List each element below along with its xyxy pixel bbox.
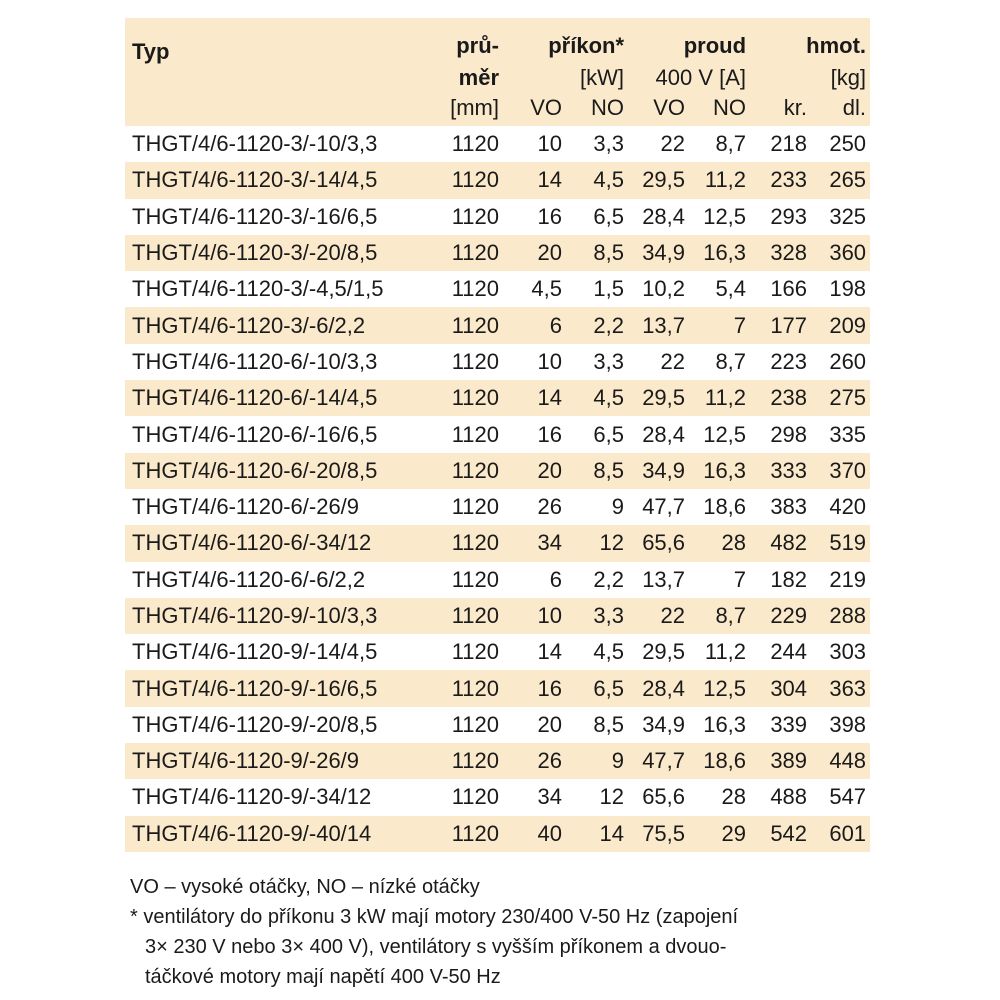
cell-weight-kr: 389 [750,743,811,779]
cell-weight-kr: 482 [750,525,811,561]
cell-diameter: 1120 [441,598,503,634]
cell-diameter: 1120 [451,348,499,374]
cell-weight-kr: 218 [770,131,808,157]
cell-power-no: 2,2 [593,566,625,592]
cell-type: THGT/4/6-1120-6/-14/4,5 [125,380,441,416]
cell-power-no: 12 [566,525,628,561]
header-prumer-2: měr [441,58,503,90]
cell-power-vo: 14 [503,162,566,198]
cell-diameter: 1120 [451,131,499,157]
cell-power-no: 4,5 [566,380,628,416]
cell-power-no: 9 [566,743,628,779]
cell-power-vo: 10 [537,348,562,374]
cell-weight-dl: 398 [829,711,867,737]
cell-diameter: 1120 [451,784,499,810]
cell-type: THGT/4/6-1120-3/-4,5/1,5 [132,276,384,302]
cell-current-no: 16,3 [689,235,750,271]
cell-power-no: 6,5 [566,670,628,706]
cell-weight-dl: 601 [811,816,870,852]
cell-weight-dl: 288 [811,598,870,634]
cell-power-vo: 6 [503,307,566,343]
cell-current-no: 7 [689,307,750,343]
notes-footnote-line-2: 3× 230 V nebo 3× 400 V), ventilátory s vyšším příkonem a dvouo- [145,936,727,958]
cell-type: THGT/4/6-1120-6/-10/3,3 [132,348,378,374]
cell-weight-dl: 519 [811,525,870,561]
cell-power-vo: 4,5 [531,276,562,302]
cell-current-no: 8,7 [715,131,747,157]
cell-power-no: 8,5 [593,711,625,737]
cell-diameter: 1120 [441,743,503,779]
cell-current-vo: 28,4 [642,203,686,229]
cell-current-no: 5,4 [715,276,747,302]
table-row [125,307,870,343]
header-prikon-vo: VO [503,90,566,126]
header-prikon: příkon* [503,18,628,58]
cell-weight-kr: 328 [750,235,811,271]
cell-power-no: 6,5 [593,203,625,229]
cell-current-no: 18,6 [703,494,747,520]
cell-power-vo: 6 [549,566,562,592]
notes-legend: VO – vysoké otáčky, NO – nízké otáčky [130,876,480,898]
cell-weight-kr: 298 [770,421,808,447]
cell-type: THGT/4/6-1120-3/-16/6,5 [132,203,378,229]
cell-current-vo: 22 [660,131,686,157]
table-row [125,162,870,198]
cell-weight-dl: 363 [811,670,870,706]
cell-power-vo: 20 [503,453,566,489]
cell-current-vo: 47,7 [642,494,686,520]
table-row [125,598,870,634]
header-hmot-dl: dl. [811,90,870,126]
cell-power-no: 2,2 [566,307,628,343]
cell-power-vo: 26 [537,494,562,520]
cell-current-vo: 75,5 [628,816,689,852]
cell-diameter: 1120 [451,566,499,592]
header-proud-no: NO [689,90,750,126]
cell-weight-kr: 339 [770,711,808,737]
cell-weight-kr: 229 [750,598,811,634]
cell-weight-dl: 219 [829,566,867,592]
cell-power-no: 14 [566,816,628,852]
cell-diameter: 1120 [441,235,503,271]
cell-diameter: 1120 [451,639,499,665]
table-row [125,271,870,307]
cell-weight-kr: 182 [770,566,808,592]
cell-power-no: 1,5 [593,276,625,302]
cell-current-no: 16,3 [703,711,747,737]
header-proud-unit: 400 V [A] [628,58,750,90]
cell-type: THGT/4/6-1120-9/-16/6,5 [125,670,441,706]
cell-current-vo: 47,7 [628,743,689,779]
table-row [125,816,870,852]
cell-power-no: 4,5 [566,162,628,198]
cell-diameter: 1120 [451,494,499,520]
cell-type: THGT/4/6-1120-9/-10/3,3 [125,598,441,634]
cell-current-no: 28 [689,525,750,561]
cell-current-no: 7 [733,566,747,592]
cell-power-no: 9 [611,494,625,520]
cell-diameter: 1120 [441,670,503,706]
table-body [125,126,870,852]
cell-power-vo: 16 [537,203,562,229]
table-row [125,235,870,271]
cell-power-no: 3,3 [593,131,625,157]
fan-spec-table-container [125,18,870,852]
cell-weight-dl: 265 [811,162,870,198]
cell-diameter: 1120 [441,307,503,343]
cell-power-vo: 10 [503,598,566,634]
cell-power-vo: 40 [503,816,566,852]
cell-type: THGT/4/6-1120-6/-16/6,5 [132,421,378,447]
cell-diameter: 1120 [451,276,499,302]
cell-power-no: 12 [599,784,625,810]
header-prumer-unit: [mm] [441,90,503,126]
cell-type: THGT/4/6-1120-6/-26/9 [132,494,360,520]
cell-type: THGT/4/6-1120-9/-40/14 [125,816,441,852]
cell-weight-dl: 370 [811,453,870,489]
table-row [125,380,870,416]
table-header [125,18,870,126]
header-proud-vo: VO [628,90,689,126]
cell-type: THGT/4/6-1120-3/-20/8,5 [125,235,441,271]
cell-current-vo: 34,9 [628,453,689,489]
cell-weight-kr: 233 [750,162,811,198]
cell-current-no: 18,6 [689,743,750,779]
cell-current-vo: 29,5 [642,639,686,665]
notes [130,872,890,992]
cell-type: THGT/4/6-1120-6/-6/2,2 [132,566,366,592]
cell-type: THGT/4/6-1120-9/-34/12 [132,784,372,810]
cell-type: THGT/4/6-1120-3/-14/4,5 [125,162,441,198]
cell-current-no: 28 [721,784,747,810]
cell-diameter: 1120 [441,380,503,416]
table-row [125,453,870,489]
cell-current-vo: 13,7 [628,307,689,343]
cell-diameter: 1120 [451,203,499,229]
cell-current-no: 12,5 [703,203,747,229]
table-row [125,525,870,561]
table-row [125,416,870,452]
cell-type: THGT/4/6-1120-9/-26/9 [125,743,441,779]
table-row [125,126,870,162]
cell-power-vo: 16 [503,670,566,706]
header-hmot-kr: kr. [750,90,811,126]
cell-current-no: 11,2 [689,380,750,416]
header-proud: proud [628,18,750,58]
header-prikon-no: NO [566,90,628,126]
cell-power-no: 8,5 [566,453,628,489]
header-prikon-unit: [kW] [503,58,628,90]
cell-weight-dl: 209 [811,307,870,343]
cell-weight-dl: 420 [829,494,867,520]
cell-weight-kr: 383 [770,494,808,520]
cell-type: THGT/4/6-1120-6/-20/8,5 [125,453,441,489]
cell-weight-kr: 542 [750,816,811,852]
cell-current-no: 29 [689,816,750,852]
cell-current-vo: 29,5 [628,380,689,416]
cell-weight-kr: 293 [770,203,808,229]
header-prumer-1: prů- [441,18,503,58]
cell-current-no: 16,3 [689,453,750,489]
cell-weight-dl: 303 [829,639,867,665]
table-row [125,670,870,706]
cell-power-vo: 34 [537,784,562,810]
table-row [125,562,870,598]
cell-power-vo: 26 [503,743,566,779]
cell-weight-kr: 166 [770,276,808,302]
table-row [125,743,870,779]
cell-current-vo: 65,6 [642,784,686,810]
cell-diameter: 1120 [441,162,503,198]
cell-type: THGT/4/6-1120-9/-14/4,5 [132,639,378,665]
table-row [125,344,870,380]
cell-current-vo: 28,4 [628,670,689,706]
cell-current-no: 11,2 [704,639,747,665]
cell-power-no: 4,5 [593,639,625,665]
header-hmot: hmot. [750,18,870,58]
cell-current-vo: 10,2 [642,276,686,302]
cell-weight-kr: 223 [770,348,808,374]
cell-current-vo: 28,4 [642,421,686,447]
cell-power-vo: 16 [537,421,562,447]
cell-current-vo: 34,9 [628,235,689,271]
header-typ: Typ [125,18,441,126]
table-row [125,707,870,743]
cell-current-vo: 22 [660,348,686,374]
cell-weight-kr: 333 [750,453,811,489]
cell-type: THGT/4/6-1120-3/-6/2,2 [125,307,441,343]
cell-diameter: 1120 [441,453,503,489]
cell-weight-kr: 177 [750,307,811,343]
cell-current-vo: 29,5 [628,162,689,198]
header-hmot-unit: [kg] [750,58,870,90]
cell-weight-dl: 335 [829,421,867,447]
table-row [125,779,870,815]
cell-weight-dl: 360 [811,235,870,271]
cell-current-vo: 34,9 [642,711,686,737]
cell-weight-dl: 547 [829,784,867,810]
cell-current-vo: 22 [628,598,689,634]
notes-footnote-line-1: * ventilátory do příkonu 3 kW mají motory 230/400 V-50 Hz (zapojení [130,906,739,928]
cell-weight-dl: 325 [829,203,867,229]
cell-power-no: 3,3 [593,348,625,374]
cell-power-no: 6,5 [593,421,625,447]
cell-weight-kr: 488 [770,784,808,810]
cell-weight-dl: 448 [811,743,870,779]
cell-weight-dl: 275 [811,380,870,416]
cell-power-vo: 34 [503,525,566,561]
notes-footnote-line-3: táčkové motory mají napětí 400 V-50 Hz [145,966,501,988]
cell-current-vo: 13,7 [642,566,686,592]
cell-current-no: 11,2 [689,162,750,198]
cell-weight-kr: 304 [750,670,811,706]
cell-weight-dl: 250 [829,131,867,157]
cell-current-no: 8,7 [715,348,747,374]
cell-power-vo: 10 [537,131,562,157]
fan-spec-table [125,18,870,852]
cell-current-no: 12,5 [689,670,750,706]
cell-diameter: 1120 [451,711,499,737]
cell-power-vo: 20 [537,711,562,737]
cell-type: THGT/4/6-1120-6/-34/12 [125,525,441,561]
cell-power-no: 8,5 [566,235,628,271]
cell-current-no: 8,7 [689,598,750,634]
cell-power-no: 3,3 [566,598,628,634]
cell-weight-kr: 238 [750,380,811,416]
cell-diameter: 1120 [451,421,499,447]
cell-power-vo: 14 [537,639,562,665]
cell-current-vo: 65,6 [628,525,689,561]
cell-type: THGT/4/6-1120-9/-20/8,5 [132,711,378,737]
cell-diameter: 1120 [441,525,503,561]
cell-power-vo: 14 [503,380,566,416]
cell-diameter: 1120 [441,816,503,852]
cell-power-vo: 20 [503,235,566,271]
cell-weight-dl: 260 [829,348,867,374]
table-row [125,634,870,670]
cell-type: THGT/4/6-1120-3/-10/3,3 [132,131,378,157]
cell-weight-kr: 244 [770,639,808,665]
table-row [125,489,870,525]
cell-current-no: 12,5 [703,421,747,447]
cell-weight-dl: 198 [829,276,867,302]
table-row [125,199,870,235]
